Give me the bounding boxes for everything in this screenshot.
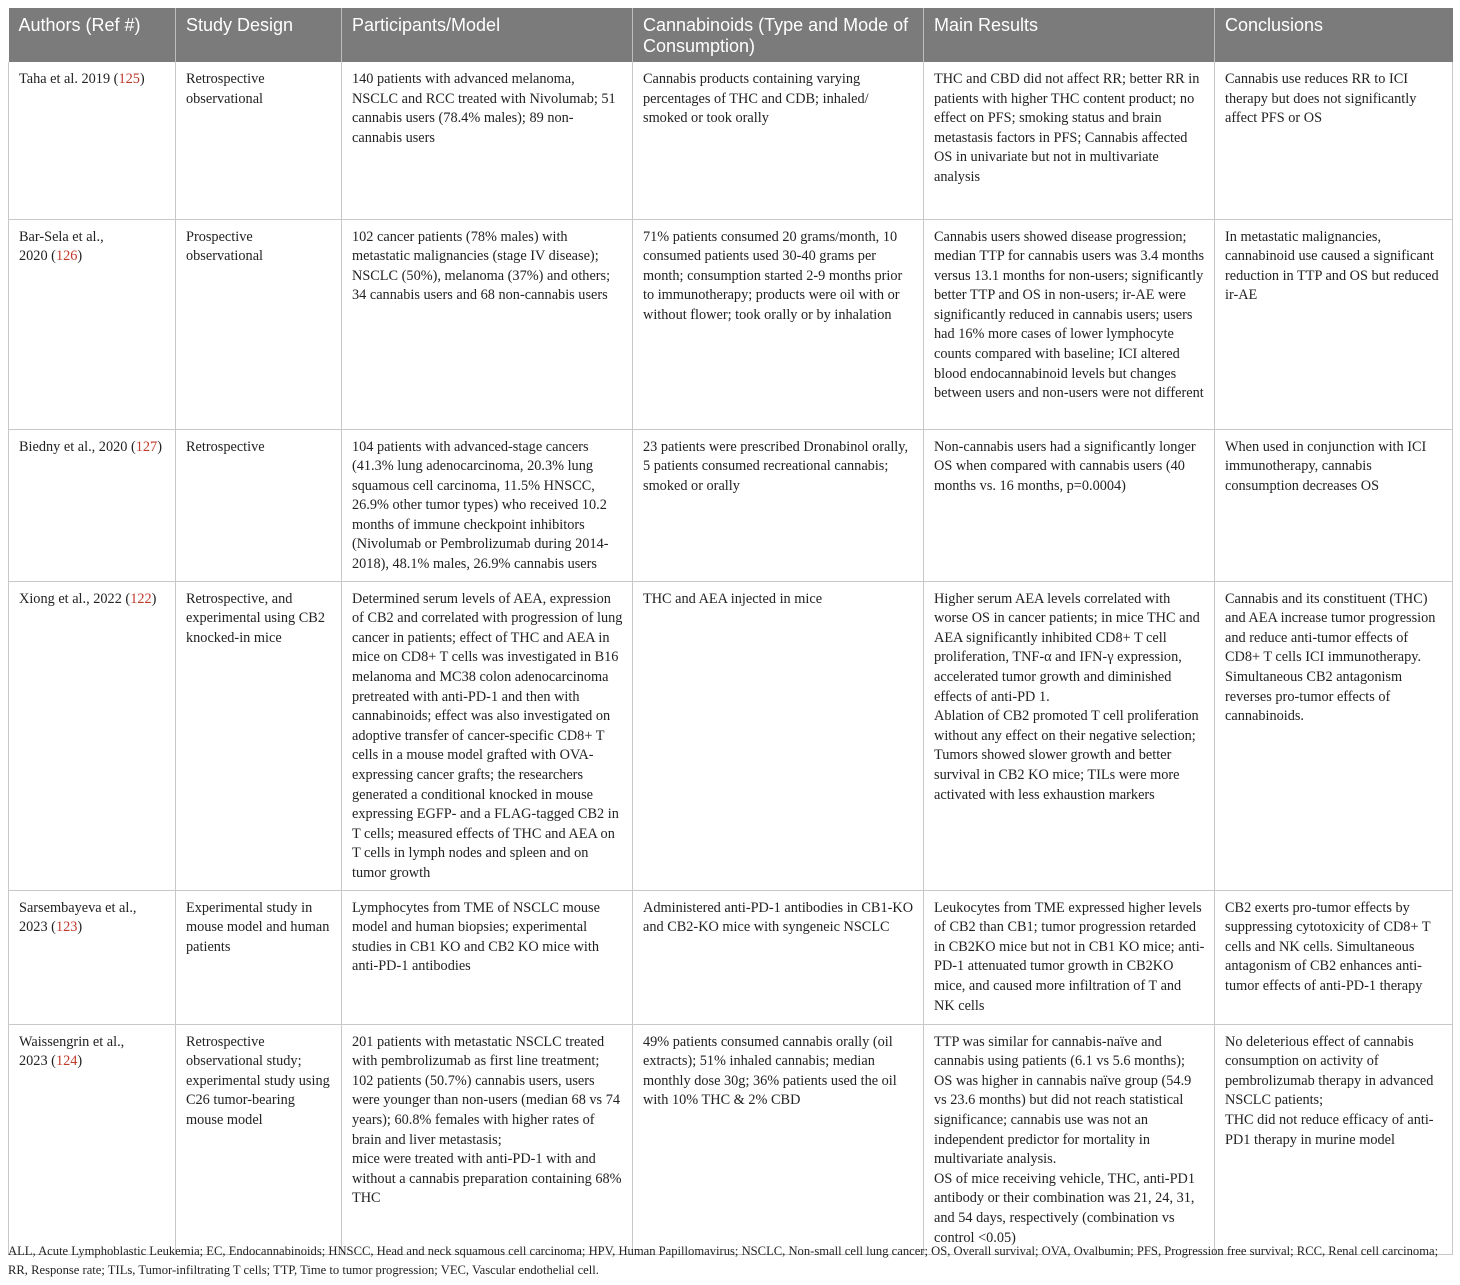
- table-header-row: [9, 8, 1453, 62]
- reference-link[interactable]: 122: [130, 590, 152, 607]
- reference-link[interactable]: 124: [55, 1053, 78, 1070]
- reference-link[interactable]: 127: [135, 438, 158, 455]
- cell-conclusions: Cannabis and its constituent (THC) and AEA increase tumor progression and reduce anti-tumor effects of CD8+ T cells ICI immunotherapy. Simultaneous CB2 antagonism reverses pro-tumor effects of cannabinoids.: [1215, 581, 1453, 890]
- header-study-design: Study Design: [176, 8, 342, 62]
- cell-cannabinoids: 23 patients were prescribed Dronabinol orally, 5 patients consumed recreational cannabis; smoked or orally: [633, 429, 924, 581]
- table-row: [9, 890, 1453, 1024]
- cell-design: Retrospective: [176, 429, 342, 581]
- cell-design: Retrospective observational study; experimental study using C26 tumor-bearing mouse model: [176, 1024, 342, 1255]
- cell-cannabinoids: 49% patients consumed cannabis orally (oil extracts); 51% inhaled cannabis; median monthly dose 30g; 36% patients used the oil with 10% THC & 2% CBD: [633, 1024, 924, 1255]
- cell-results: Non-cannabis users had a significantly longer OS when compared with cannabis users (40 months vs. 16 months, p=0.0004): [924, 429, 1215, 581]
- cell-conclusions: Cannabis use reduces RR to ICI therapy but does not significantly affect PFS or OS: [1215, 62, 1453, 219]
- cell-results: THC and CBD did not affect RR; better RR in patients with higher THC content product; no effect on PFS; smoking status and brain metastasis factors in PFS; Cannabis affected OS in univariate but not in multivariate analysis: [924, 62, 1215, 219]
- table-row: [9, 429, 1453, 581]
- cell-design: Experimental study in mouse model and human patients: [176, 890, 342, 1024]
- table-row: [9, 219, 1453, 429]
- cell-results: TTP was similar for cannabis-naïve and cannabis using patients (6.1 vs 5.6 months); OS was higher in cannabis naïve group (54.9 vs 23.6 months) but did not reach statistical significance; cannabis use was not an independent predictor for mortality in multivariate analysis. OS of mice receiving vehicle, THC, anti-PD1 antibody or their combination was 21, 24, 31, and 54 days, respectively (combination vs control <0.05): [924, 1024, 1215, 1255]
- header-cannabinoids: Cannabinoids (Type and Mode of Consumption): [633, 8, 924, 62]
- cell-participants: Determined serum levels of AEA, expression of CB2 and correlated with progression of lung cancer in patients; effect of THC and AEA in mice on CD8+ T cells was investigated in B16 melanoma and MC38 colon adenocarcinoma pretreated with anti-PD-1 and then with cannabinoids; effect was also investigated on adoptive transfer of cancer-specific CD8+ T cells in a mouse model grafted with OVA-expressing cancer grafts; the researchers generated a conditional knocked in mouse expressing EGFP- and a FLAG-tagged CB2 in T cells; measured effects of THC and AEA on T cells in lymph nodes and spleen and on tumor growth: [342, 581, 633, 890]
- cell-author: Biedny et al., 2020 (127): [9, 429, 176, 581]
- cell-participants: Lymphocytes from TME of NSCLC mouse model and human biopsies; experimental studies in CB1 KO and CB2 KO mice with anti-PD-1 antibodies: [342, 890, 633, 1024]
- header-authors: Authors (Ref #): [18, 15, 141, 35]
- cell-cannabinoids: THC and AEA injected in mice: [633, 581, 924, 890]
- cell-conclusions: No deleterious effect of cannabis consumption on activity of pembrolizumab therapy in advanced NSCLC patients; THC did not reduce efficacy of anti-PD1 therapy in murine model: [1215, 1024, 1453, 1255]
- header-main-results: Main Results: [924, 8, 1215, 62]
- reference-link[interactable]: 126: [55, 248, 78, 265]
- header-participants: Participants/Model: [342, 8, 633, 62]
- cell-author: Xiong et al., 2022 (122): [9, 581, 176, 890]
- cell-results: Cannabis users showed disease progression; median TTP for cannabis users was 3.4 months versus 13.1 months for non-users; significantly better TTP and OS in non-users; ir-AE were significantly reduced in cannabis users; users had 16% more cases of lower lymphocyte counts compared with baseline; ICI altered blood endocannabinoid levels but changes between users and non-users were not different: [924, 219, 1215, 429]
- cell-participants: 201 patients with metastatic NSCLC treated with pembrolizumab as first line treatment; 102 patients (50.7%) cannabis users, users were younger than non-users (median 68 vs 74 years); 60.8% females with higher rates of brain and liver metastasis; mice were treated with anti-PD-1 with and without a cannabis preparation containing 68% THC: [342, 1024, 633, 1255]
- cell-design: Retrospective observational: [176, 62, 342, 219]
- cell-cannabinoids: Administered anti-PD-1 antibodies in CB1-KO and CB2-KO mice with syngeneic NSCLC: [633, 890, 924, 1024]
- cell-design: Prospective observational: [176, 219, 342, 429]
- header-conclusions: Conclusions: [1215, 8, 1453, 62]
- cell-participants: 140 patients with advanced melanoma, NSCLC and RCC treated with Nivolumab; 51 cannabis users (78.4% males); 89 non-cannabis users: [342, 62, 633, 219]
- cell-cannabinoids: Cannabis products containing varying percentages of THC and CDB; inhaled/ smoked or took orally: [633, 62, 924, 219]
- cell-conclusions: CB2 exerts pro-tumor effects by suppressing cytotoxicity of CD8+ T cells and NK cells. Simultaneous antagonism of CB2 enhances anti-tumor effects of anti-PD-1 therapy: [1215, 890, 1453, 1024]
- cell-cannabinoids: 71% patients consumed 20 grams/month, 10 consumed patients used 30-40 grams per month; consumption started 2-9 months prior to immunotherapy; products were oil with or without flower; took orally or by inhalation: [633, 219, 924, 429]
- cell-results: Higher serum AEA levels correlated with worse OS in cancer patients; in mice THC and AEA significantly inhibited CD8+ T cell proliferation, TNF-α and IFN-γ expression, accelerated tumor growth and diminished effects of anti-PD 1. Ablation of CB2 promoted T cell proliferation without any effect on their negative selection; Tumors showed slower growth and better survival in CB2 KO mice; TILs were more activated with less exhaustion markers: [924, 581, 1215, 890]
- reference-link[interactable]: 123: [55, 919, 78, 936]
- table-footnote: ALL, Acute Lymphoblastic Leukemia; EC, Endocannabinoids; HNSCC, Head and neck squamous cell carcinoma; HPV, Human Papillomavirus; NSCLC, Non-small cell lung cancer; OS, Overall survival; OVA, Ovalbumin; PFS, Progression free survival; RCC, Renal cell carcinoma; RR, Response rate; TILs, Tumor-infiltrating T cells; TTP, Time to tumor progression; VEC, Vascular endothelial cell.: [8, 1244, 1439, 1277]
- studies-table: [8, 8, 1453, 1255]
- cell-author: Taha et al. 2019 (125): [9, 62, 176, 219]
- cell-author: Bar-Sela et al., 2020 (126): [9, 219, 176, 429]
- cell-conclusions: When used in conjunction with ICI immunotherapy, cannabis consumption decreases OS: [1215, 429, 1453, 581]
- table-container: [8, 8, 1452, 1255]
- table-row: [9, 1024, 1453, 1255]
- cell-author: Waissengrin et al., 2023 (124): [9, 1024, 176, 1255]
- table-row: [9, 62, 1453, 219]
- table-row: [9, 581, 1453, 890]
- cell-design: Retrospective, and experimental using CB2 knocked-in mice: [176, 581, 342, 890]
- reference-link[interactable]: 125: [118, 71, 140, 87]
- cell-conclusions: In metastatic malignancies, cannabinoid use caused a significant reduction in TTP and OS but reduced ir-AE: [1215, 219, 1453, 429]
- cell-participants: 104 patients with advanced-stage cancers (41.3% lung adenocarcinoma, 20.3% lung squamous cell carcinoma, 11.5% HNSCC, 26.9% other tumor types) who received 10.2 months of immune checkpoint inhibitors (Nivolumab or Pembrolizumab during 2014-2018), 48.1% males, 26.9% cannabis users: [342, 429, 633, 581]
- cell-participants: 102 cancer patients (78% males) with metastatic malignancies (stage IV disease); NSCLC (50%), melanoma (37%) and others; 34 cannabis users and 68 non-cannabis users: [342, 219, 633, 429]
- cell-author: Sarsembayeva et al., 2023 (123): [9, 890, 176, 1024]
- cell-results: Leukocytes from TME expressed higher levels of CB2 than CB1; tumor progression retarded in CB2KO mice but not in CB1 KO mice; anti-PD-1 attenuated tumor growth in CB2KO mice, and caused more infiltration of T and NK cells: [924, 890, 1215, 1024]
